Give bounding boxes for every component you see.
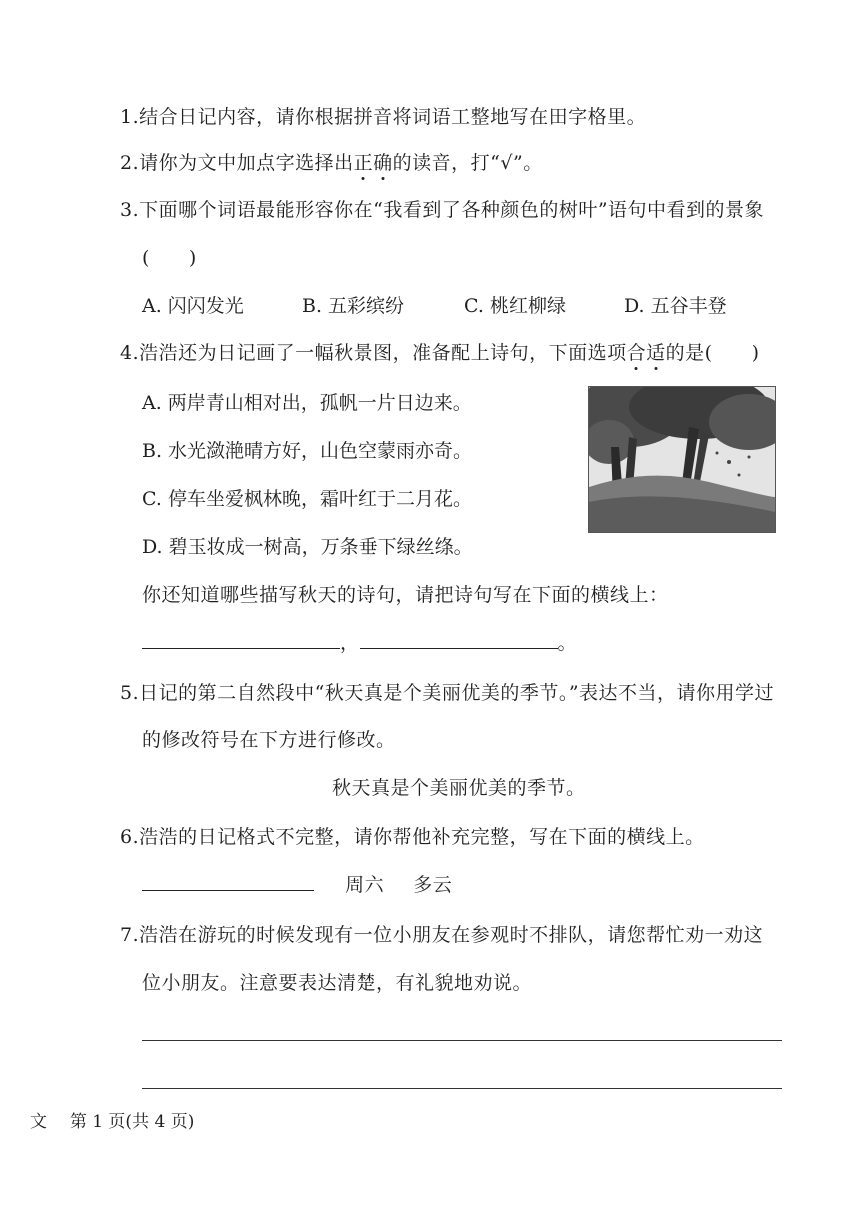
page-number: 第 1 页(共 4 页): [69, 1112, 195, 1132]
question-4: [120, 340, 760, 366]
page-footer: [30, 1110, 194, 1134]
option-d: D. 五谷丰登: [624, 295, 727, 317]
followup-prompt: 你还知道哪些描写秋天的诗句，请把诗句写在下面的横线上：: [142, 584, 669, 606]
question-2-text-after: 的读音，打“√”。: [392, 152, 543, 174]
weather: 多云: [413, 874, 453, 896]
question-7-line-1: 7.浩浩在游玩的时候发现有一位小朋友在参观时不排队，请您帮忙劝一劝这: [120, 924, 764, 946]
emphasized-char: 正: [353, 152, 374, 174]
poem-option-c: C. 停车坐爱枫林晚，霜叶红于二月花。: [142, 488, 472, 510]
date-blank[interactable]: [142, 872, 314, 891]
emphasized-char: 适: [646, 342, 666, 364]
question-4-text-after: 的是( ): [665, 342, 760, 364]
question-4-text-before: 4.浩浩还为日记画了一幅秋景图，准备配上诗句，下面选项: [120, 342, 627, 364]
diary-header-row: [142, 872, 452, 898]
option-a: A. 闪闪发光: [142, 295, 244, 317]
option-b: B. 五彩缤纷: [302, 295, 405, 317]
answer-parentheses: ( ): [142, 247, 197, 269]
period: 。: [557, 632, 578, 654]
sentence-to-revise: 秋天真是个美丽优美的季节。: [332, 777, 586, 799]
question-2: [120, 150, 543, 176]
poem-option-b: B. 水光潋滟晴方好，山色空蒙雨亦奇。: [142, 440, 473, 462]
comma: ，: [340, 632, 360, 654]
emphasized-char: 合: [626, 342, 647, 364]
autumn-tree-image: [589, 387, 775, 532]
answer-line-1[interactable]: [142, 1040, 782, 1041]
poem-blank-2[interactable]: [360, 630, 558, 649]
poem-option-a: A. 两岸青山相对出，孤帆一片日边来。: [142, 392, 472, 414]
question-5-line-2: 的修改符号在下方进行修改。: [142, 729, 396, 751]
weekday: 周六: [345, 874, 385, 896]
poem-option-d: D. 碧玉妆成一树高，万条垂下绿丝绦。: [142, 536, 473, 558]
question-3: 3.下面哪个词语最能形容你在“我看到了各种颜色的树叶”语句中看到的景象: [120, 199, 765, 221]
question-5-line-1: 5.日记的第二自然段中“秋天真是个美丽优美的季节。”表达不当，请你用学过: [120, 682, 775, 704]
subject-label: 文: [30, 1112, 47, 1132]
autumn-scene-illustration: [588, 386, 776, 533]
answer-line-2[interactable]: [142, 1088, 782, 1089]
question-7-line-2: 位小朋友。注意要表达清楚，有礼貌地劝说。: [142, 972, 533, 994]
emphasized-char: 确: [373, 152, 393, 174]
question-6: 6.浩浩的日记格式不完整，请你帮他补充完整，写在下面的横线上。: [120, 826, 705, 848]
poem-blank-1[interactable]: [142, 630, 340, 649]
poem-answer-row: [142, 630, 577, 656]
option-c: C. 桃红柳绿: [464, 295, 566, 317]
question-1: 1.结合日记内容，请你根据拼音将词语工整地写在田字格里。: [120, 106, 647, 128]
question-2-text-before: 2.请你为文中加点字选择出: [120, 152, 354, 174]
